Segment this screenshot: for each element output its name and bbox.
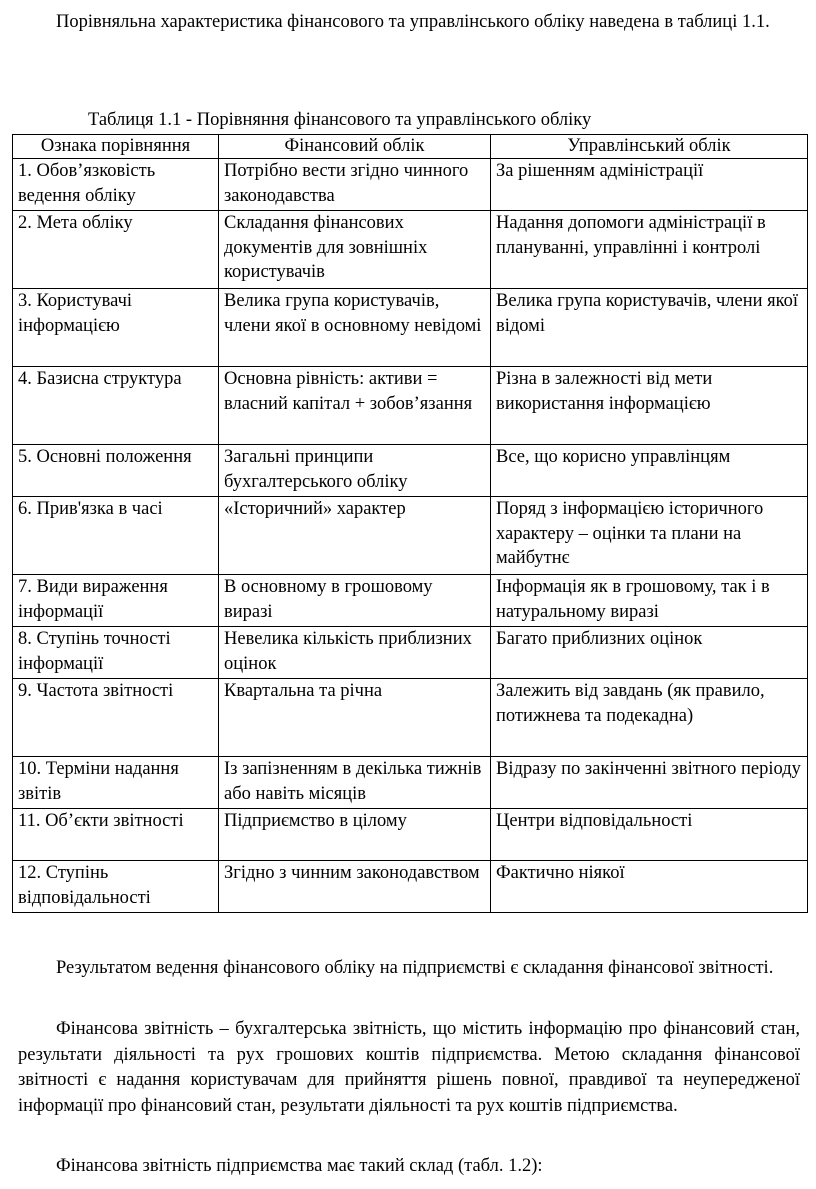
header-management: Управлінський облік — [491, 135, 808, 159]
cell-feature: 6. Прив'язка в часі — [13, 497, 219, 575]
result-paragraph: Результатом ведення фінансового обліку на підприємстві є складання фінансової звітності. — [56, 958, 774, 978]
cell-financial: Потрібно вести згідно чинного законодавства — [219, 159, 491, 211]
cell-management: Інформація як в грошовому, так і в натуральному виразі — [491, 575, 808, 627]
table-row — [13, 445, 808, 497]
cell-feature: 5. Основні положення — [13, 445, 219, 497]
table-row — [13, 679, 808, 757]
cell-management: Поряд з інформацією історичного характеру – оцінки та плани на майбутнє — [491, 497, 808, 575]
cell-management: Надання допомоги адміністрації в плануванні, управлінні і контролі — [491, 211, 808, 289]
cell-financial: Загальні принципи бухгалтерського обліку — [219, 445, 491, 497]
cell-feature: 7. Види вираження інформації — [13, 575, 219, 627]
comparison-table — [12, 134, 808, 913]
table-row — [13, 159, 808, 211]
cell-financial: Невелика кількість приблизних оцінок — [219, 627, 491, 679]
cell-management: Фактично ніякої — [491, 861, 808, 913]
cell-feature: 9. Частота звітності — [13, 679, 219, 757]
cell-feature: 8. Ступінь точності інформації — [13, 627, 219, 679]
cell-management: Багато приблизних оцінок — [491, 627, 808, 679]
cell-management: За рішенням адміністрації — [491, 159, 808, 211]
cell-management: Залежить від завдань (як правило, потижнева та подекадна) — [491, 679, 808, 757]
cell-feature: 1. Обов’язковість ведення обліку — [13, 159, 219, 211]
table-row — [13, 211, 808, 289]
table-header-row — [13, 135, 808, 159]
composition-paragraph: Фінансова звітність підприємства має такий склад (табл. 1.2): — [56, 1156, 543, 1176]
cell-management: Велика група користувачів, члени якої відомі — [491, 289, 808, 367]
cell-feature: 12. Ступінь відповідальності — [13, 861, 219, 913]
cell-financial: Велика група користувачів, члени якої в основному невідомі — [219, 289, 491, 367]
cell-financial: Згідно з чинним законодавством — [219, 861, 491, 913]
cell-financial: Складання фінансових документів для зовнішніх користувачів — [219, 211, 491, 289]
cell-feature: 3. Користувачі інформацією — [13, 289, 219, 367]
intro-paragraph: Порівняльна характеристика фінансового та управлінського обліку наведена в таблиці 1.1. — [56, 12, 770, 32]
table-caption: Таблиця 1.1 - Порівняння фінансового та управлінського обліку — [88, 110, 592, 130]
table-row — [13, 757, 808, 809]
table-row — [13, 575, 808, 627]
cell-financial: В основному в грошовому виразі — [219, 575, 491, 627]
cell-financial: Підприємство в цілому — [219, 809, 491, 861]
table-row — [13, 497, 808, 575]
header-financial: Фінансовий облік — [219, 135, 491, 159]
table-row — [13, 627, 808, 679]
cell-financial: Квартальна та річна — [219, 679, 491, 757]
table-row — [13, 809, 808, 861]
cell-feature: 11. Об’єкти звітності — [13, 809, 219, 861]
cell-management: Все, що корисно управлінцям — [491, 445, 808, 497]
cell-financial: Основна рівність: активи = власний капітал + зобов’язання — [219, 367, 491, 445]
cell-management: Центри відповідальності — [491, 809, 808, 861]
cell-feature: 4. Базисна структура — [13, 367, 219, 445]
cell-management: Різна в залежності від мети використання інформацією — [491, 367, 808, 445]
cell-financial: «Історичний» характер — [219, 497, 491, 575]
header-feature: Ознака порівняння — [13, 135, 219, 159]
cell-feature: 2. Мета обліку — [13, 211, 219, 289]
table-row — [13, 289, 808, 367]
table-row — [13, 861, 808, 913]
cell-financial: Із запізненням в декілька тижнів або навіть місяців — [219, 757, 491, 809]
definition-paragraph: Фінансова звітність – бухгалтерська звітність, що містить інформацію про фінансовий стан, результати діяльності та рух грошових коштів підприємства. Метою складання фінансової звітності є надання користувачам для прийняття рішень повної, правдивої та неупередженої інформації про фінансовий стан, результати діяльності та рух коштів підприємства. — [18, 1019, 800, 1116]
table-row — [13, 367, 808, 445]
cell-management: Відразу по закінченні звітного періоду — [491, 757, 808, 809]
cell-feature: 10. Терміни надання звітів — [13, 757, 219, 809]
